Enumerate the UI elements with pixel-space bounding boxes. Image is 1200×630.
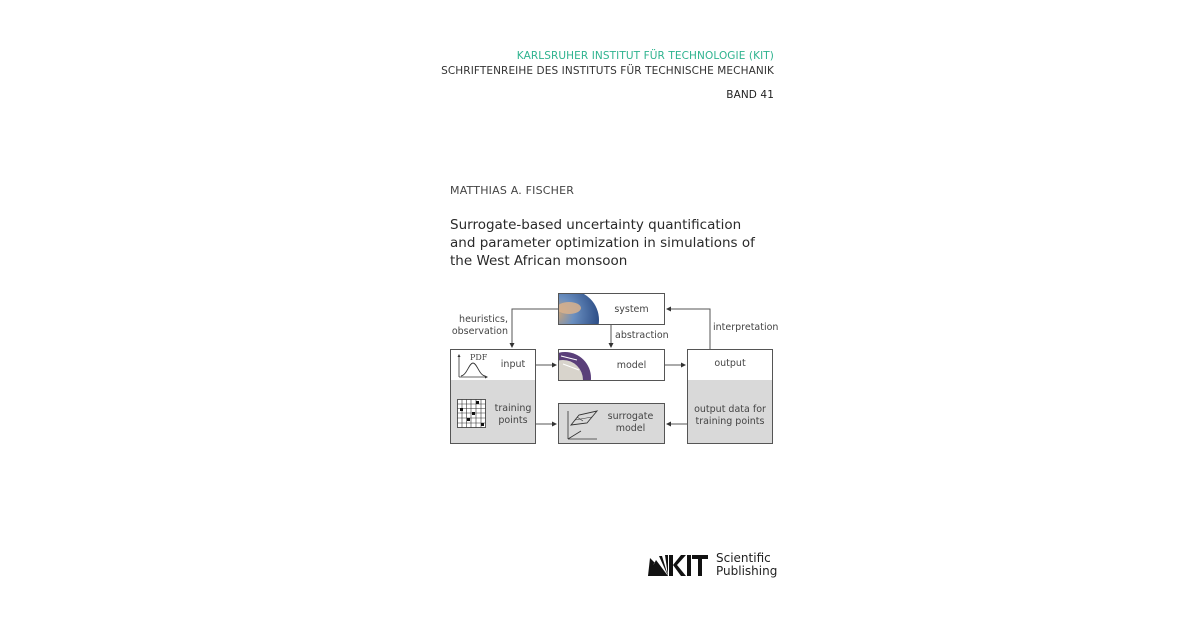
publisher-line: Publishing — [716, 564, 778, 578]
system-label: system — [614, 304, 649, 315]
publisher-name — [716, 552, 777, 578]
series-name: SCHRIFTENREIHE DES INSTITUTS FÜR TECHNISCHE MECHANIK — [441, 65, 774, 77]
surrogate-model-box — [558, 403, 665, 444]
earth-globe-icon — [559, 294, 599, 324]
interpretation-label: interpretation — [713, 322, 779, 333]
output-label: output — [714, 358, 746, 369]
abstraction-label: abstraction — [615, 330, 669, 341]
title-line: Surrogate-based uncertainty quantification — [450, 217, 742, 233]
title-line: the West African monsoon — [450, 253, 628, 269]
surrogate-surface-icon — [565, 407, 601, 443]
title-line: and parameter optimization in simulations of — [450, 235, 755, 251]
surrogate-label — [597, 411, 664, 435]
training-points-section — [451, 380, 535, 443]
publisher-line: Scientific — [716, 551, 771, 565]
climate-model-icon — [559, 350, 595, 380]
volume-number: BAND 41 — [726, 89, 774, 101]
surrogate-label-line: surrogate — [607, 411, 654, 422]
input-section — [451, 350, 535, 381]
training-points-label — [491, 403, 535, 427]
output-box — [687, 349, 773, 444]
surrogate-label-line: model — [615, 423, 646, 434]
heuristics-label-line: observation — [451, 326, 508, 337]
output-section — [688, 350, 772, 381]
system-box — [558, 293, 665, 325]
model-label: model — [616, 360, 647, 371]
model-box — [558, 349, 665, 381]
training-label-line: points — [498, 415, 528, 426]
input-label: input — [500, 359, 526, 370]
output-data-label-line: output data for — [694, 404, 766, 415]
institution-name: KARLSRUHER INSTITUT FÜR TECHNOLOGIE (KIT) — [516, 50, 774, 62]
output-data-label — [688, 404, 772, 428]
output-data-section — [688, 380, 772, 443]
input-box — [450, 349, 536, 444]
heuristics-label — [452, 314, 508, 338]
training-label-line: training — [494, 403, 532, 414]
pdf-label: PDF — [470, 353, 488, 362]
output-data-label-line: training points — [695, 416, 765, 427]
author: MATTHIAS A. FISCHER — [450, 184, 575, 197]
kit-logo — [648, 553, 710, 581]
heuristics-label-line: heuristics, — [459, 314, 508, 325]
kit-logo-icon — [648, 553, 710, 577]
grid-points-icon — [457, 399, 487, 429]
